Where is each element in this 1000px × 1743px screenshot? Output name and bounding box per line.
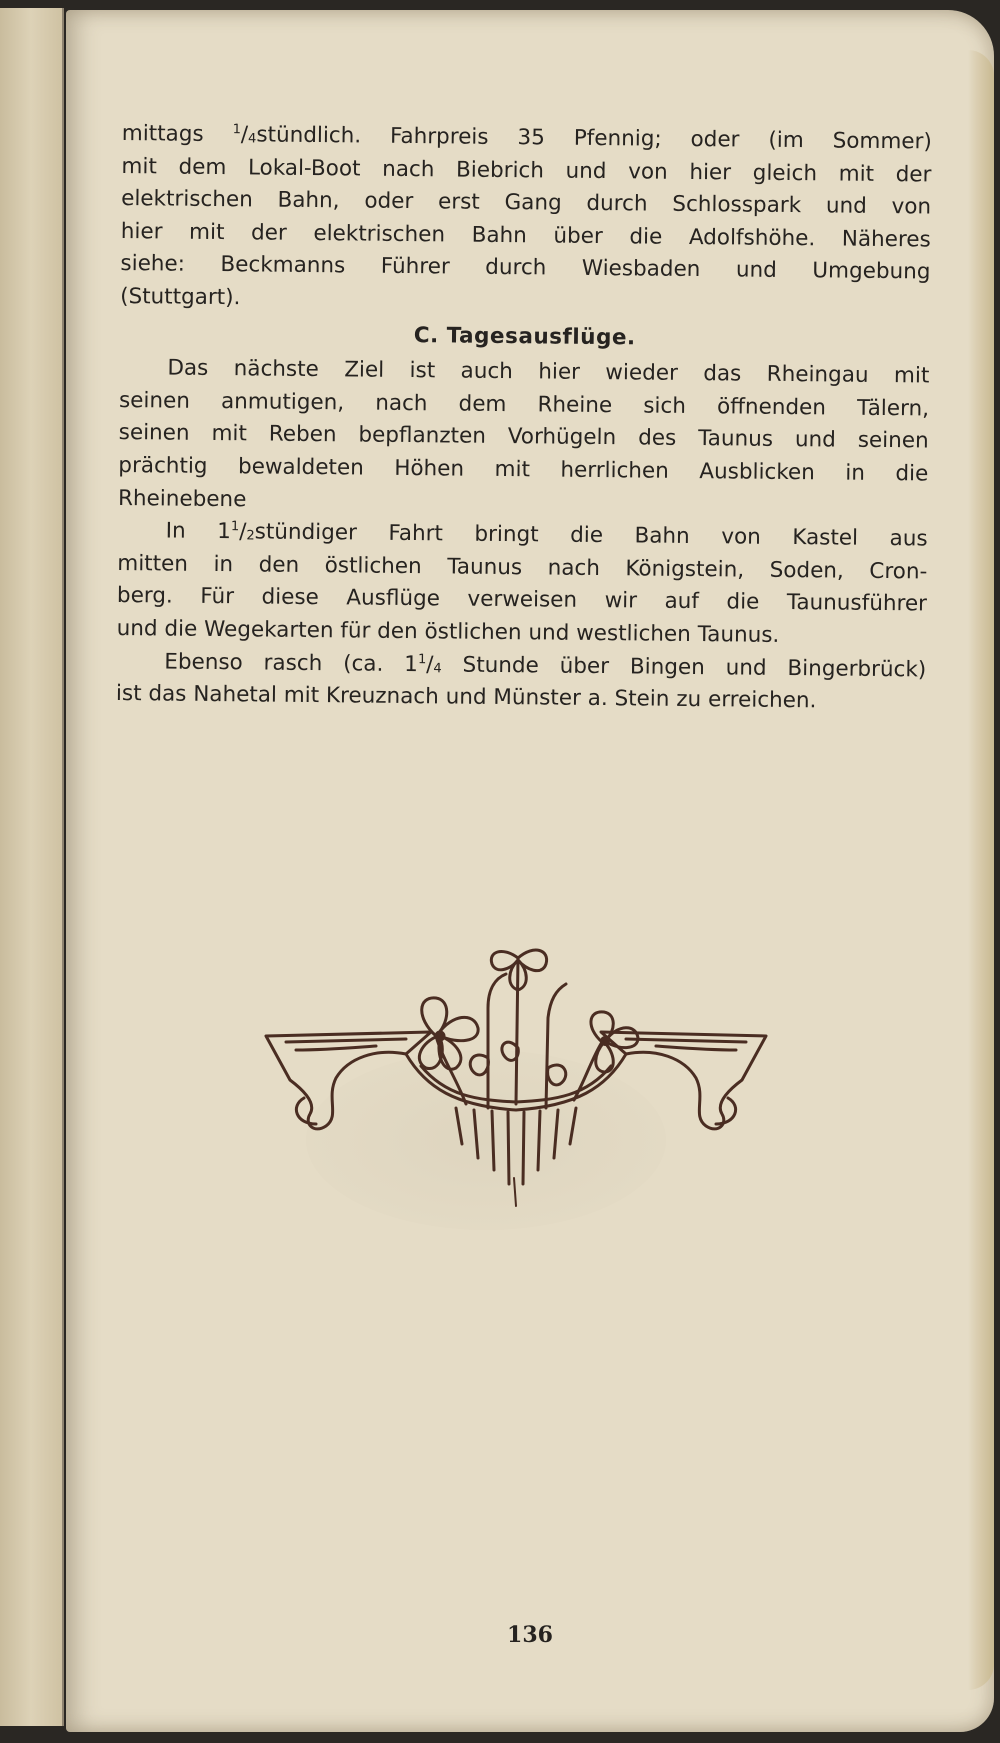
paragraph-rheingau <box>118 352 930 523</box>
text-line: (Stuttgart). <box>120 283 241 311</box>
text-line: hier mit der elektrischen Bahn über die Adolfshöhe. Näheres <box>120 218 931 253</box>
text-line: seinen anmutigen, nach dem Rheine sich öffnenden Tälern, <box>118 387 930 422</box>
fraction-denominator: 2 <box>246 528 255 544</box>
text-line: siehe: Beckmanns Führer durch Wiesbaden und Umgebung <box>120 251 931 285</box>
text-line: berg. Für diese Ausflüge verweisen wir auf die Taunusführer <box>116 583 928 617</box>
fraction-slash: / <box>426 651 434 677</box>
text-line: und die Wegekarten für den östlichen und westlichen Taunus. <box>116 615 780 648</box>
section-heading: C. Tagesausflüge. <box>413 322 636 350</box>
page-number: 136 <box>507 1622 553 1648</box>
text-line: seinen mit Reben bepflanzten Vorhügeln des Taunus und seinen <box>118 420 929 454</box>
text-line: mit dem Lokal-Boot nach Biebrich und von hier gleich mit der <box>121 153 932 188</box>
text-fragment: Stunde über Bingen und Bingerbrück) <box>441 651 927 682</box>
text-line: Rheinebene <box>117 485 247 512</box>
text-fragment: mittags <box>121 120 233 148</box>
text-fragment: Ebenso rasch (ca. 1 <box>164 648 419 677</box>
fraction-denominator: 4 <box>247 131 257 147</box>
text-line: Das nächste Ziel ist auch hier wieder das Rheingau mit <box>167 355 930 389</box>
page-curl-edge <box>968 50 994 1690</box>
fraction-numerator: 1 <box>417 651 427 667</box>
book-page <box>66 10 994 1732</box>
text-line: mitten in den östlichen Taunus nach Königstein, Soden, Cron- <box>117 550 928 585</box>
fraction-denominator: 4 <box>433 660 442 676</box>
paragraph-transport <box>120 118 932 322</box>
fraction-numerator: 1 <box>232 122 241 138</box>
fraction-numerator: 1 <box>230 519 240 535</box>
text-line: ist das Nahetal mit Kreuznach und Münster a. Stein zu erreichen. <box>115 681 817 714</box>
body-text <box>116 118 932 719</box>
fraction-slash: / <box>240 122 249 148</box>
text-fragment: stündiger Fahrt bringt die Bahn von Kastel aus <box>254 519 928 552</box>
fraction-slash: / <box>239 519 247 545</box>
text-fragment: In 1 <box>165 518 232 545</box>
facing-page-edge <box>0 8 64 1726</box>
paragraph-nahetal <box>116 645 927 719</box>
paragraph-taunus <box>116 515 927 654</box>
text-fragment: stündlich. Fahrpreis 35 Pfennig; oder (im Sommer) <box>256 122 932 155</box>
text-line: prächtig bewaldeten Höhen mit herrlichen Ausblicken in die <box>118 452 929 487</box>
text-line: elektrischen Bahn, oder erst Gang durch Schlosspark und von <box>121 186 932 220</box>
art-nouveau-floral-vignette-icon <box>256 938 776 1210</box>
